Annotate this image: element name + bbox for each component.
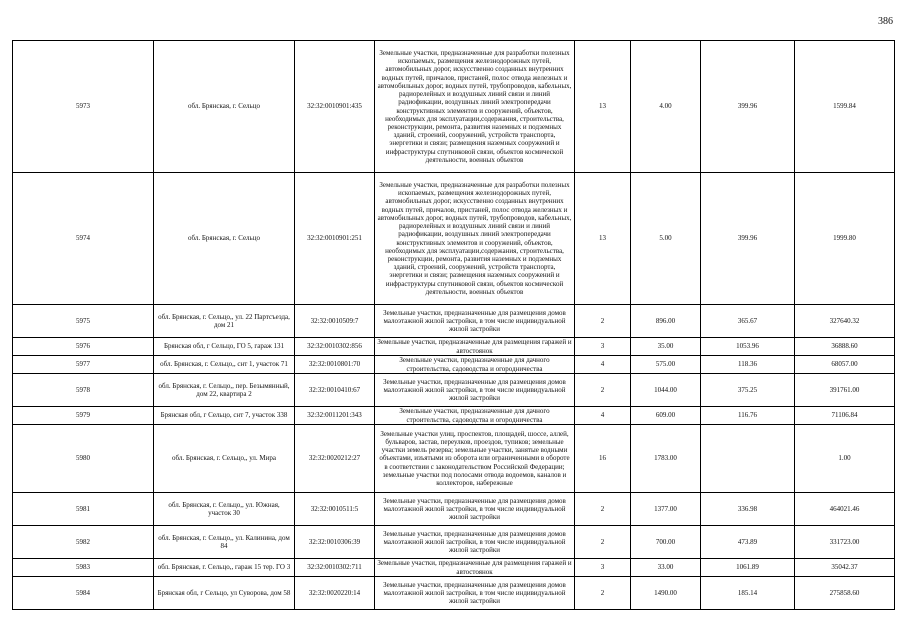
table-row bbox=[13, 493, 895, 526]
land-use-description-cell: Земельные участки, предназначенные для размещения домов малоэтажной жилой застройки, в том числе индивидуальной жилой застройки bbox=[375, 526, 575, 559]
address-cell: Брянская обл, г Сельцо, ул Суворова, дом 58 bbox=[154, 577, 295, 610]
area-cell: 1490.00 bbox=[631, 577, 701, 610]
land-use-description-cell: Земельные участки, предназначенные для размещения домов малоэтажной жилой застройки, в том числе индивидуальной жилой застройки bbox=[375, 305, 575, 338]
address-cell: Брянская обл, г Сельцо, ГО 5, гараж 131 bbox=[154, 338, 295, 356]
land-use-description-cell: Земельные участки, предназначенные для размещения домов малоэтажной жилой застройки, в том числе индивидуальной жилой застройки bbox=[375, 577, 575, 610]
group-number-cell: 2 bbox=[575, 493, 631, 526]
specific-value-cell: 1053.96 bbox=[701, 338, 795, 356]
cadastral-number-cell: 32:32:0010509:7 bbox=[295, 305, 375, 338]
row-number-cell: 5973 bbox=[13, 41, 154, 173]
table-row bbox=[13, 356, 895, 374]
cadastral-value-cell: 71106.84 bbox=[795, 407, 895, 425]
cadastral-number-cell: 32:32:0020220:14 bbox=[295, 577, 375, 610]
specific-value-cell: 116.76 bbox=[701, 407, 795, 425]
land-use-description-cell: Земельные участки, предназначенные для дачного строительства, садоводства и огородничества bbox=[375, 407, 575, 425]
address-cell: Брянская обл, г Сельцо, снт 7, участок 338 bbox=[154, 407, 295, 425]
group-number-cell: 16 bbox=[575, 425, 631, 493]
cadastral-value-cell: 331723.00 bbox=[795, 526, 895, 559]
land-use-description-cell: Земельные участки, предназначенные для размещения домов малоэтажной жилой застройки, в том числе индивидуальной жилой застройки bbox=[375, 493, 575, 526]
group-number-cell: 4 bbox=[575, 356, 631, 374]
land-use-description-cell: Земельные участки улиц, проспектов, площадей, шоссе, аллей, бульваров, застав, переулков, проездов, тупиков; земельные участки земель резерва; земельные участки, занятые водными объектами, изъятыми из оборота или ограниченными в обороте в соответствии с законодательством Российской Федерации; земельные участки под полосами отвода водоемов, каналов и коллекторов, набережные bbox=[375, 425, 575, 493]
address-cell: обл. Брянская, г. Сельцо,, пер. Безымянный, дом 22, квартира 2 bbox=[154, 374, 295, 407]
group-number-cell: 3 bbox=[575, 338, 631, 356]
area-cell: 35.00 bbox=[631, 338, 701, 356]
cadastral-value-cell: 275858.60 bbox=[795, 577, 895, 610]
specific-value-cell: 399.96 bbox=[701, 41, 795, 173]
cadastral-value-cell: 1999.80 bbox=[795, 173, 895, 305]
area-cell: 896.00 bbox=[631, 305, 701, 338]
land-use-description-cell: Земельные участки, предназначенные для разработки полезных ископаемых, размещения железнодорожных путей, автомобильных дорог, искусственно созданных внутренних водных путей, причалов, пристаней, полос отвода железных и автомобильных дорог, водных путей, трубопроводов, кабельных, радиорелейных и воздушных линий связи и линий радиофикации, воздушных линий электропередачи конструктивных элементов и сооружений, объектов, необходимых для эксплуатации,содержания, строительства, реконструкции, ремонта, развития наземных и подземных зданий, строений, сооружений, устройств транспорта, энергетики и связи; размещения наземных сооружений и инфраструктуры спутниковой связи, объектов космической деятельности, военных объектов bbox=[375, 173, 575, 305]
specific-value-cell bbox=[701, 425, 795, 493]
address-cell: обл. Брянская, г. Сельцо,, ул. Калинина, дом 84 bbox=[154, 526, 295, 559]
table-row bbox=[13, 526, 895, 559]
cadastral-value-cell: 327640.32 bbox=[795, 305, 895, 338]
address-cell: обл. Брянская, г. Сельцо,, ул. Мира bbox=[154, 425, 295, 493]
cadastral-number-cell: 32:32:0011201:343 bbox=[295, 407, 375, 425]
specific-value-cell: 118.36 bbox=[701, 356, 795, 374]
land-use-description-cell: Земельные участки, предназначенные для разработки полезных ископаемых, размещения железнодорожных путей, автомобильных дорог, искусственно созданных внутренних водных путей, причалов, пристаней, полос отвода железных и автомобильных дорог, водных путей, трубопроводов, кабельных, радиорелейных и воздушных линий связи и линий радиофикации, воздушных линий электропередачи конструктивных элементов и сооружений, объектов, необходимых для эксплуатации,содержания, строительства, реконструкции, ремонта, развития наземных и подземных зданий, строений, сооружений, устройств транспорта, энергетики и связи; размещения наземных сооружений и инфраструктуры спутниковой связи, объектов космической деятельности, военных объектов bbox=[375, 41, 575, 173]
area-cell: 4.00 bbox=[631, 41, 701, 173]
group-number-cell: 13 bbox=[575, 173, 631, 305]
specific-value-cell: 375.25 bbox=[701, 374, 795, 407]
row-number-cell: 5983 bbox=[13, 559, 154, 577]
specific-value-cell: 473.89 bbox=[701, 526, 795, 559]
row-number-cell: 5975 bbox=[13, 305, 154, 338]
land-registry-table bbox=[12, 40, 895, 610]
land-use-description-cell: Земельные участки, предназначенные для размещения гаражей и автостоянок bbox=[375, 338, 575, 356]
table-row bbox=[13, 41, 895, 173]
specific-value-cell: 365.67 bbox=[701, 305, 795, 338]
specific-value-cell: 336.98 bbox=[701, 493, 795, 526]
cadastral-number-cell: 32:32:0010410:67 bbox=[295, 374, 375, 407]
table-row bbox=[13, 577, 895, 610]
page-number: 386 bbox=[878, 16, 893, 27]
address-cell: обл. Брянская, г. Сельцо,, ул. Южная, участок 30 bbox=[154, 493, 295, 526]
group-number-cell: 2 bbox=[575, 305, 631, 338]
land-use-description-cell: Земельные участки, предназначенные для дачного строительства, садоводства и огородничества bbox=[375, 356, 575, 374]
table-row bbox=[13, 425, 895, 493]
cadastral-number-cell: 32:32:0010801:70 bbox=[295, 356, 375, 374]
land-use-description-cell: Земельные участки, предназначенные для размещения домов малоэтажной жилой застройки, в том числе индивидуальной жилой застройки bbox=[375, 374, 575, 407]
table-row bbox=[13, 338, 895, 356]
cadastral-number-cell: 32:32:0010901:251 bbox=[295, 173, 375, 305]
address-cell: обл. Брянская, г. Сельцо,, гараж 15 тер. ГО 3 bbox=[154, 559, 295, 577]
cadastral-value-cell: 1599.84 bbox=[795, 41, 895, 173]
cadastral-value-cell: 35042.37 bbox=[795, 559, 895, 577]
cadastral-number-cell: 32:32:0010901:435 bbox=[295, 41, 375, 173]
group-number-cell: 2 bbox=[575, 577, 631, 610]
cadastral-number-cell: 32:32:0020212:27 bbox=[295, 425, 375, 493]
cadastral-value-cell: 36888.60 bbox=[795, 338, 895, 356]
cadastral-number-cell: 32:32:0010302:711 bbox=[295, 559, 375, 577]
cadastral-number-cell: 32:32:0010302:856 bbox=[295, 338, 375, 356]
group-number-cell: 4 bbox=[575, 407, 631, 425]
row-number-cell: 5974 bbox=[13, 173, 154, 305]
cadastral-value-cell: 391761.00 bbox=[795, 374, 895, 407]
area-cell: 1377.00 bbox=[631, 493, 701, 526]
area-cell: 5.00 bbox=[631, 173, 701, 305]
area-cell: 1783.00 bbox=[631, 425, 701, 493]
table-row bbox=[13, 407, 895, 425]
cadastral-value-cell: 1.00 bbox=[795, 425, 895, 493]
cadastral-value-cell: 68057.00 bbox=[795, 356, 895, 374]
group-number-cell: 13 bbox=[575, 41, 631, 173]
area-cell: 609.00 bbox=[631, 407, 701, 425]
address-cell: обл. Брянская, г. Сельцо,, снт 1, участок 71 bbox=[154, 356, 295, 374]
table-body bbox=[13, 41, 895, 610]
area-cell: 700.00 bbox=[631, 526, 701, 559]
row-number-cell: 5977 bbox=[13, 356, 154, 374]
area-cell: 575.00 bbox=[631, 356, 701, 374]
specific-value-cell: 399.96 bbox=[701, 173, 795, 305]
row-number-cell: 5978 bbox=[13, 374, 154, 407]
row-number-cell: 5982 bbox=[13, 526, 154, 559]
cadastral-value-cell: 464021.46 bbox=[795, 493, 895, 526]
specific-value-cell: 1061.89 bbox=[701, 559, 795, 577]
land-use-description-cell: Земельные участки, предназначенные для размещения гаражей и автостоянок bbox=[375, 559, 575, 577]
row-number-cell: 5979 bbox=[13, 407, 154, 425]
table-row bbox=[13, 305, 895, 338]
cadastral-number-cell: 32:32:0010511:5 bbox=[295, 493, 375, 526]
cadastral-number-cell: 32:32:0010306:39 bbox=[295, 526, 375, 559]
address-cell: обл. Брянская, г. Сельцо bbox=[154, 173, 295, 305]
area-cell: 1044.00 bbox=[631, 374, 701, 407]
table-row bbox=[13, 559, 895, 577]
group-number-cell: 2 bbox=[575, 374, 631, 407]
row-number-cell: 5981 bbox=[13, 493, 154, 526]
row-number-cell: 5984 bbox=[13, 577, 154, 610]
area-cell: 33.00 bbox=[631, 559, 701, 577]
specific-value-cell: 185.14 bbox=[701, 577, 795, 610]
table-row bbox=[13, 173, 895, 305]
address-cell: обл. Брянская, г. Сельцо bbox=[154, 41, 295, 173]
row-number-cell: 5980 bbox=[13, 425, 154, 493]
group-number-cell: 3 bbox=[575, 559, 631, 577]
address-cell: обл. Брянская, г. Сельцо,, ул. 22 Партсъезда, дом 21 bbox=[154, 305, 295, 338]
row-number-cell: 5976 bbox=[13, 338, 154, 356]
group-number-cell: 2 bbox=[575, 526, 631, 559]
table-row bbox=[13, 374, 895, 407]
